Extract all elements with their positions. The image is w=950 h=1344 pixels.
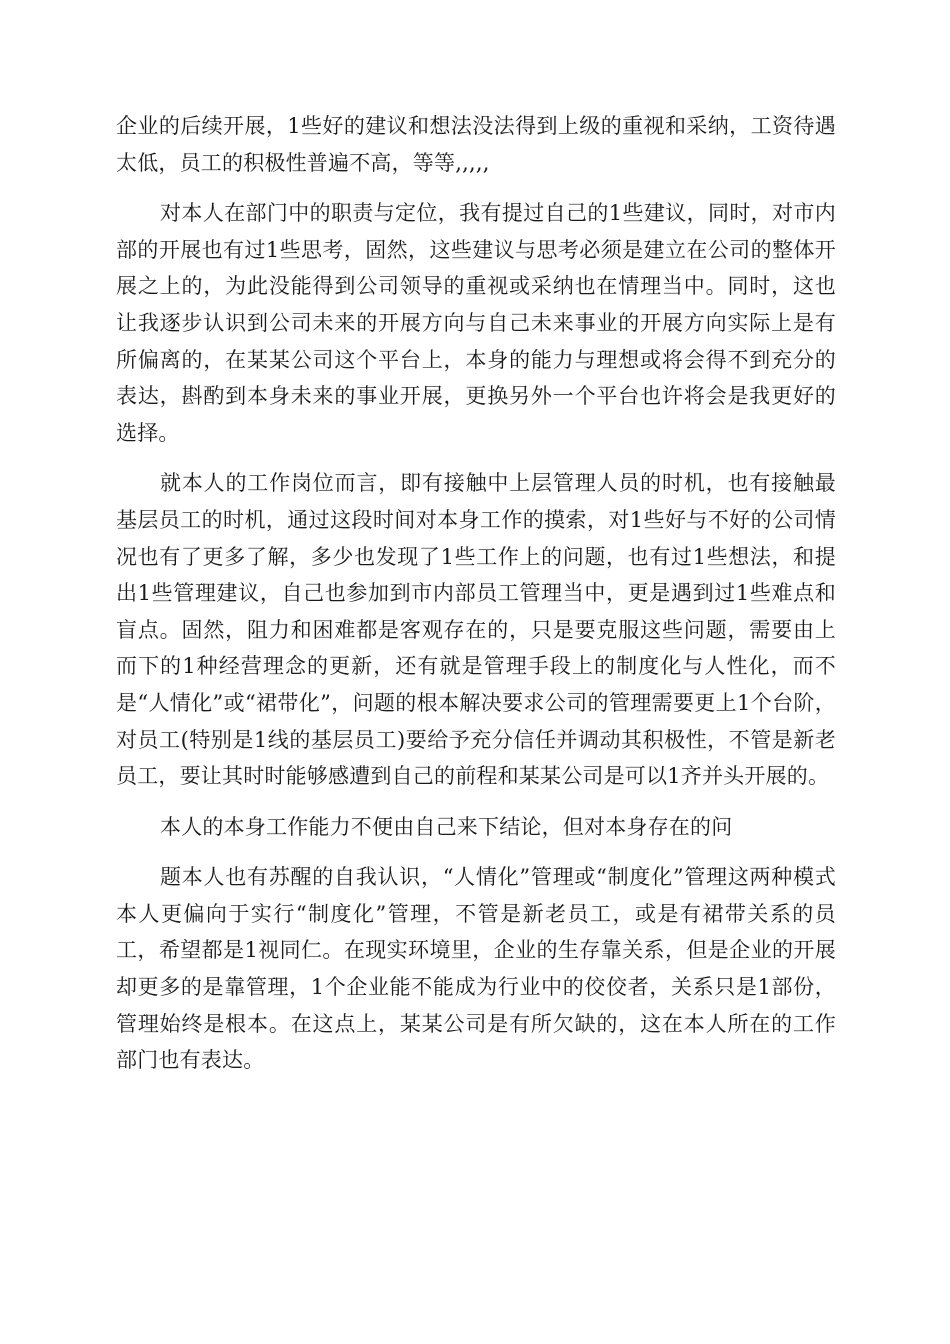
paragraph-1: 企业的后续开展，1些好的建议和想法没法得到上级的重视和采纳，工资待遇太低，员工的积极性普遍不高，等等,,,,, [116,114,836,175]
paragraph-5: 题本人也有苏醒的自我认识，“人情化”管理或“制度化”管理这两种模式本人更偏向于实行“制度化”管理，不管是新老员工，或是有裙带关系的员工，希望都是1视同仁。在现实环境里，企业的生存靠关系，但是企业的开展却更多的是靠管理，1个企业能不能成为行业中的佼佼者，关系只是1部份，管理始终是根本。在这点上，某某公司是有所欠缺的，这在本人所在的工作部门也有表达。 [116,865,836,1073]
paragraph-4: 本人的本身工作能力不便由自己来下结论，但对本身存在的问 [160,814,733,839]
document-body [116,108,836,1093]
paragraph-2: 对本人在部门中的职责与定位，我有提过自己的1些建议，同时，对市内部的开展也有过1些思考，固然，这些建议与思考必须是建立在公司的整体开展之上的，为此没能得到公司领导的重视或采纳也在情理当中。同时，这也让我逐步认识到公司未来的开展方向与自己未来事业的开展方向实际上是有所偏离的，在某某公司这个平台上，本身的能力与理想或将会得不到充分的表达，斟酌到本身未来的事业开展，更换另外一个平台也许将会是我更好的选择。 [116,201,836,445]
paragraph-3: 就本人的工作岗位而言，即有接触中上层管理人员的时机，也有接触最基层员工的时机，通过这段时间对本身工作的摸索，对1些好与不好的公司情况也有了更多了解，多少也发现了1些工作上的问题，也有过1些想法，和提出1些管理建议，自己也参加到市内部员工管理当中，更是遇到过1些难点和盲点。固然，阻力和困难都是客观存在的，只是要克服这些问题，需要由上而下的1种经营理念的更新，还有就是管理手段上的制度化与人性化，而不是“人情化”或“裙带化”，问题的根本解决要求公司的管理需要更上1个台阶，对员工(特别是1线的基层员工)要给予充分信任并调动其积极性，不管是新老员工，要让其时时能够感遭到自己的前程和某某公司是可以1齐并头开展的。 [116,471,836,789]
